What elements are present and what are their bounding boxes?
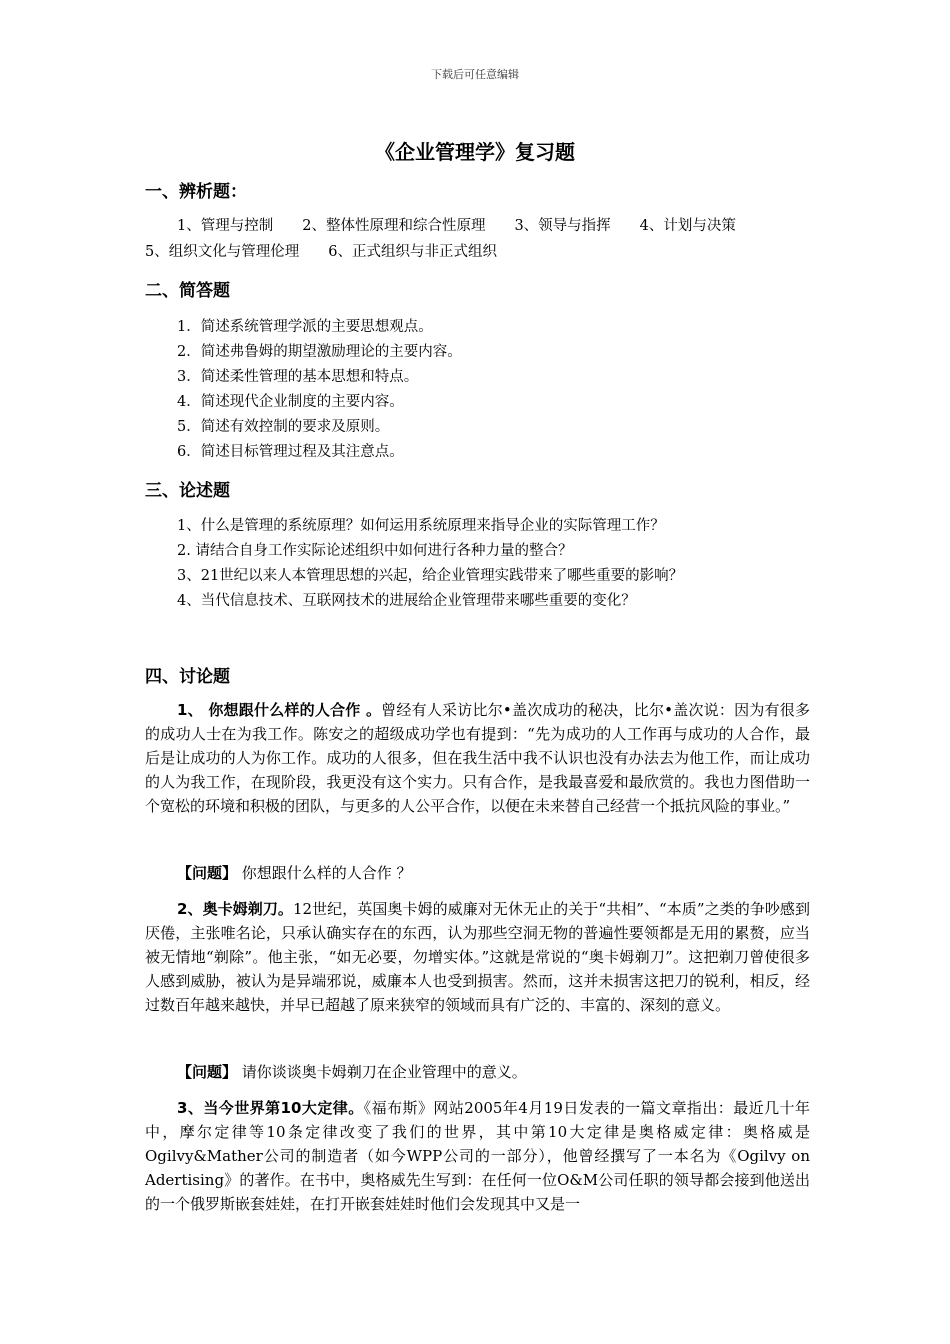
essay-item: 3、21世纪以来人本管理思想的兴起，给企业管理实践带来了哪些重要的影响？: [177, 568, 684, 584]
analysis-line-1: 1、管理与控制 2、整体性原理和综合性原理 3、领导与指挥 4、计划与决策: [177, 218, 736, 234]
case-title: 3、当今世界第10大定律。: [177, 1099, 364, 1117]
discussion-case-1: [145, 698, 810, 818]
essay-item: 1、什么是管理的系统原理？如何运用系统原理来指导企业的实际管理工作？: [177, 518, 665, 534]
essay-item: 2. 请结合自身工作实际论述组织中如何进行各种力量的整合？: [177, 543, 573, 559]
question-text: 请你谈谈奥卡姆剃刀在企业管理中的意义。: [237, 1063, 527, 1081]
page-title: 《企业管理学》复习题: [375, 140, 575, 164]
case-title: 1、 你想跟什么样的人合作 。: [177, 701, 382, 719]
question-label: 【问题】: [177, 1063, 238, 1081]
essay-item: 4、当代信息技术、互联网技术的进展给企业管理带来哪些重要的变化？: [177, 593, 636, 609]
analysis-line-2: 5、组织文化与管理伦理 6、正式组织与非正式组织: [145, 244, 497, 260]
case-body: 12世纪，英国奥卡姆的威廉对无休无止的关于“共相”、“本质”之类的争吵感到厌倦，主张唯名论，只承认确实存在的东西，认为那些空洞无物的普遍性要领都是无用的累赘，应当被无情地“剃除”。他主张，“如无必要，勿增实体。”这就是常说的“奥卡姆剃刀”。这把剃刀曾使很多人感到威胁，被认为是异端邪说，威廉本人也受到损害。然而，这并未损害这把刀的锐利，相反，经过数百年越来越快，并早已超越了原来狭窄的领域而具有广泛的、丰富的、深刻的意义。: [145, 900, 810, 1014]
question-text: 你想跟什么样的人合作 ？: [237, 864, 412, 882]
discussion-case-2: [145, 897, 810, 1017]
section-heading-analysis: 一、辨析题：: [145, 182, 247, 202]
case-body: 《福布斯》网站2005年4月19日发表的一篇文章指出：最近几十年中，摩尔定律等10条定律改变了我们的世界，其中第10大定律是奥格威定律：奥格威是Ogilvy&Mather公司的制造者（如今WPP公司的一部分），他曾经撰写了一本名为《Ogilvy on Adertising》的著作。在书中，奥格威先生写到：在任何一位O&M公司任职的领导都会接到他送出的一个俄罗斯嵌套娃娃，在打开嵌套娃娃时他们会发现其中又是一: [145, 1099, 811, 1213]
short-answer-item: 2．简述弗鲁姆的期望激励理论的主要内容。: [177, 344, 462, 360]
short-answer-item: 1．简述系统管理学派的主要思想观点。: [177, 319, 433, 335]
case-title: 2、奥卡姆剃刀。: [177, 900, 293, 918]
section-heading-discussion: 四、讨论题: [145, 667, 230, 687]
discussion-case-3: [145, 1096, 810, 1216]
question-label: 【问题】: [177, 864, 238, 882]
section-heading-essay: 三、论述题: [145, 481, 230, 501]
case-body: 曾经有人采访比尔•盖次成功的秘决，比尔•盖次说：因为有很多的成功人士在为我工作。陈安之的超级成功学也有提到：“先为成功的人工作再与成功的人合作，最后是让成功的人为你工作。成功的人很多，但在我生活中我不认识也没有办法去为他工作，而让成功的人为我工作，在现阶段，我更没有这个实力。只有合作，是我最喜爱和最欣赏的。我也力图借助一个宽松的环境和积极的团队，与更多的人公平合作，以便在未来替自己经营一个抵抗风险的事业。”: [145, 701, 810, 815]
short-answer-item: 5．简述有效控制的要求及原则。: [177, 419, 390, 435]
short-answer-item: 3．简述柔性管理的基本思想和特点。: [177, 369, 419, 385]
case-2-question: [177, 1061, 527, 1082]
case-1-question: [177, 862, 412, 883]
section-heading-short-answer: 二、简答题: [145, 281, 230, 301]
header-note: 下载后可任意编辑: [431, 68, 519, 81]
short-answer-item: 6．简述目标管理过程及其注意点。: [177, 444, 404, 460]
short-answer-item: 4．简述现代企业制度的主要内容。: [177, 394, 404, 410]
